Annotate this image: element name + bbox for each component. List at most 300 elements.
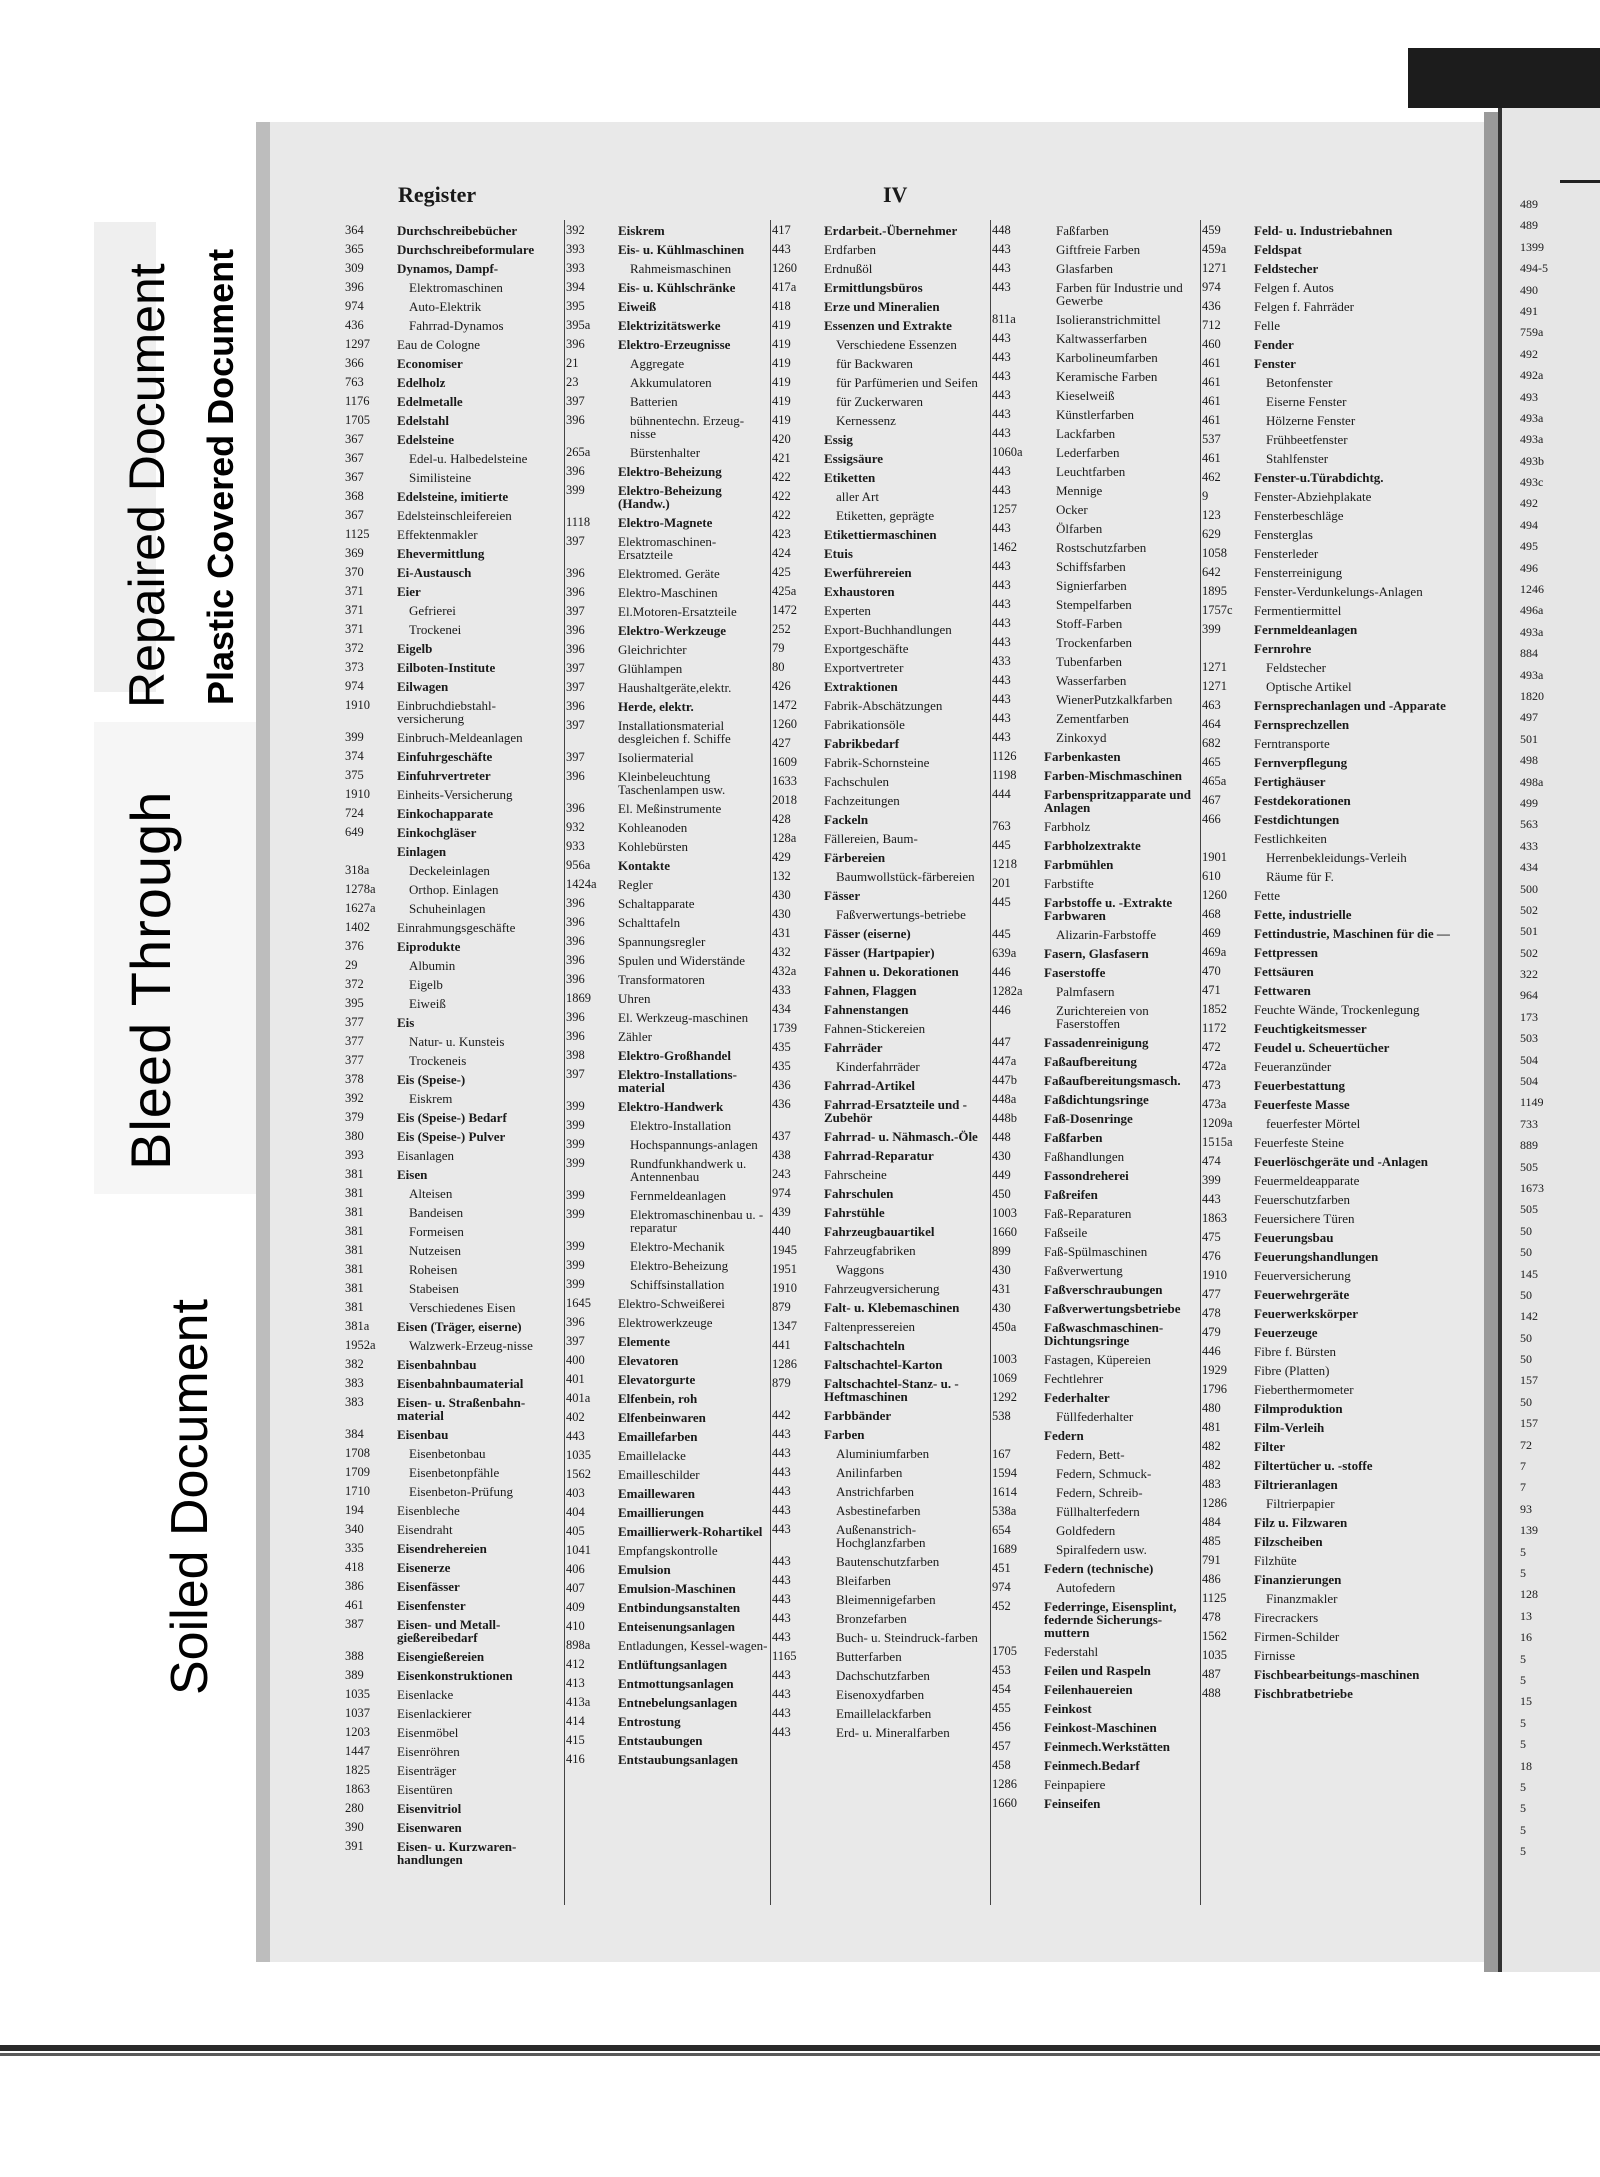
entry-label: Firmen-Schilder (1254, 1629, 1340, 1644)
entry-label: Fässer (824, 888, 861, 903)
entry-label: Eiweiß (618, 299, 657, 314)
entry-label: Spannungsregler (618, 934, 706, 949)
register-entry (1202, 794, 1484, 807)
entry-number: 464 (1202, 717, 1221, 731)
entry-label: Eilboten-Institute (397, 660, 496, 675)
entry-label: Faßverwertung (1044, 1263, 1123, 1278)
entry-label: Farbmühlen (1044, 857, 1114, 872)
entry-label: Edelholz (397, 375, 446, 390)
entry-label: Keramische Farben (1056, 369, 1158, 384)
facing-entry-number: 157 (1520, 1416, 1538, 1431)
entry-number: 444 (992, 787, 1011, 801)
entry-number: 483 (1202, 1477, 1221, 1491)
entry-number: 443 (992, 350, 1011, 364)
entry-label: Eisengießereien (397, 1649, 485, 1664)
register-entry (566, 973, 770, 986)
entry-label: Farbenspritzapparate und Anlagen (1044, 787, 1191, 815)
entry-number: 654 (992, 1523, 1011, 1537)
entry-number: 383 (345, 1376, 364, 1390)
entry-label: Eiweiß (409, 996, 446, 1011)
entry-label: Elektro-Erzeugnisse (618, 337, 731, 352)
register-entry (992, 1448, 1200, 1461)
facing-entry-number: 5 (1520, 1822, 1526, 1837)
register-entry (1202, 1212, 1484, 1225)
register-entry (345, 769, 560, 782)
register-entry (1202, 1174, 1484, 1187)
entry-label: Fernsprechzellen (1254, 717, 1350, 732)
register-entry (772, 262, 988, 275)
entry-number: 396 (566, 585, 585, 599)
entry-label: Eisenbetonbau (409, 1446, 486, 1461)
register-entry (1202, 528, 1484, 541)
entry-number: 1069 (992, 1371, 1017, 1385)
register-entry (345, 547, 560, 560)
entry-label: Eisenbau (397, 1427, 449, 1442)
entry-number: 649 (345, 825, 364, 839)
register-entry (772, 1098, 988, 1124)
entry-label: Eisenfenster (397, 1598, 466, 1613)
entry-label: Filtertücher u. -stoffe (1254, 1458, 1373, 1473)
entry-number: 463 (1202, 698, 1221, 712)
facing-entry-number: 495 (1520, 539, 1538, 554)
register-entry (566, 1208, 770, 1234)
entry-number: 459a (1202, 242, 1227, 256)
facing-entry-number: 563 (1520, 817, 1538, 832)
entry-number: 432 (772, 945, 791, 959)
entry-number: 448 (992, 1130, 1011, 1144)
entry-number: 461 (1202, 356, 1221, 370)
entry-number: 639a (992, 946, 1017, 960)
entry-number: 468 (1202, 907, 1221, 921)
entry-number: 443 (772, 1592, 791, 1606)
entry-label: Eisen- und Metall-gießereibedarf (397, 1617, 501, 1645)
entry-label: Eilwagen (397, 679, 449, 694)
facing-page-column (1520, 198, 1600, 1866)
entry-label: Feuchte Wände, Trockenlegung (1254, 1002, 1420, 1017)
entry-label: Schuheinlagen (409, 901, 486, 916)
entry-label: Glühlampen (618, 661, 683, 676)
register-entry (772, 1225, 988, 1238)
entry-number: 405 (566, 1524, 585, 1538)
entry-number: 419 (772, 413, 791, 427)
entry-number: 473 (1202, 1078, 1221, 1092)
entry-label: Feuerungshandlungen (1254, 1249, 1379, 1264)
entry-number: 974 (1202, 280, 1221, 294)
register-entry (992, 1467, 1200, 1480)
register-entry (566, 1316, 770, 1329)
facing-entry-number: 494 (1520, 517, 1538, 532)
register-entry (772, 1707, 988, 1720)
facing-entry-number: 496 (1520, 560, 1538, 575)
entry-number: 1203 (345, 1725, 370, 1739)
entry-label: Emaillierwerk-Rohartikel (618, 1524, 763, 1539)
entry-number: 443 (992, 388, 1011, 402)
entry-number: 430 (772, 888, 791, 902)
entry-number: 1003 (992, 1352, 1017, 1366)
register-entry (1202, 1003, 1484, 1016)
entry-number: 443 (772, 242, 791, 256)
entry-label: für Zuckerwaren (836, 394, 923, 409)
register-entry (772, 908, 988, 921)
register-entry (566, 1297, 770, 1310)
register-entry (772, 1377, 988, 1403)
entry-label: Feilenhauereien (1044, 1682, 1133, 1697)
entry-number: 1709 (345, 1465, 370, 1479)
entry-label: Erdarbeit.-Übernehmer (824, 223, 958, 238)
entry-label: Eisen- u. Straßenbahn-material (397, 1395, 526, 1423)
entry-number: 365 (345, 242, 364, 256)
entry-number: 400 (566, 1353, 585, 1367)
register-entry (345, 750, 560, 763)
entry-label: Feueranzünder (1254, 1059, 1332, 1074)
entry-number: 1660 (992, 1225, 1017, 1239)
entry-label: Walzwerk-Erzeug-nisse (409, 1338, 533, 1353)
register-entry (566, 1525, 770, 1538)
entry-label: Lackfarben (1056, 426, 1116, 441)
entry-label: Elfenbeinwaren (618, 1410, 706, 1425)
register-entry (992, 1169, 1200, 1182)
entry-label: Falt- u. Klebemaschinen (824, 1300, 960, 1315)
register-entry (772, 528, 988, 541)
entry-label: Fahnen, Flaggen (824, 983, 917, 998)
entry-label: Stempelfarben (1056, 597, 1132, 612)
entry-number: 1929 (1202, 1363, 1227, 1377)
entry-label: Eis (Speise-) Pulver (397, 1129, 506, 1144)
entry-number: 23 (566, 375, 579, 389)
entry-number: 419 (772, 318, 791, 332)
register-entry (345, 642, 560, 655)
entry-label: Essenzen und Extrakte (824, 318, 952, 333)
register-entry (992, 1353, 1200, 1366)
register-entry (345, 1263, 560, 1276)
register-entry (772, 794, 988, 807)
entry-label: Fahrrad-Ersatzteile und -Zubehör (824, 1097, 967, 1125)
entry-label: Filtrierpapier (1266, 1496, 1335, 1511)
register-entry (772, 243, 988, 256)
entry-label: Ocker (1056, 502, 1088, 517)
entry-label: Farbbänder (824, 1408, 892, 1423)
register-entry (566, 662, 770, 675)
entry-number: 1710 (345, 1484, 370, 1498)
entry-label: Farbenkasten (1044, 749, 1121, 764)
entry-label: Fermentiermittel (1254, 603, 1342, 618)
entry-number: 416 (566, 1752, 585, 1766)
entry-number: 445 (992, 927, 1011, 941)
register-entry (992, 858, 1200, 871)
entry-number: 406 (566, 1562, 585, 1576)
facing-entry-number: 1673 (1520, 1180, 1544, 1195)
register-entry (772, 471, 988, 484)
entry-label: Haushaltgeräte,elektr. (618, 680, 732, 695)
entry-label: Faßverwertungs-betriebe (836, 907, 966, 922)
entry-number: 1292 (992, 1390, 1017, 1404)
entry-number: 425a (772, 584, 797, 598)
entry-number: 488 (1202, 1686, 1221, 1700)
entry-number: 1260 (772, 717, 797, 731)
register-entry (566, 1157, 770, 1183)
entry-label: Filtrieranlagen (1254, 1477, 1338, 1492)
entry-label: Kleinbeleuchtung Taschenlampen usw. (618, 769, 726, 797)
entry-label: Gleichrichter (618, 642, 687, 657)
register-entry (345, 1377, 560, 1390)
entry-label: Extraktionen (824, 679, 898, 694)
register-entry (772, 1650, 988, 1663)
entry-number: 426 (772, 679, 791, 693)
entry-label: Federn, Schreib- (1056, 1485, 1143, 1500)
entry-label: Eisenoxydfarben (836, 1687, 925, 1702)
facing-entry-number: 492 (1520, 346, 1538, 361)
register-entry (1202, 946, 1484, 959)
entry-number: 376 (345, 939, 364, 953)
entry-label: Giftfreie Farben (1056, 242, 1141, 257)
entry-number: 381 (345, 1167, 364, 1181)
entry-number: 1125 (345, 527, 370, 541)
entry-label: Trockenei (409, 622, 462, 637)
entry-label: Deckeleinlagen (409, 863, 490, 878)
facing-entry-number: 139 (1520, 1523, 1538, 1538)
facing-entry-number: 884 (1520, 646, 1538, 661)
register-entry (566, 1189, 770, 1202)
bottom-dark-band (0, 2045, 1600, 2051)
entry-number: 396 (345, 280, 364, 294)
entry-number: 399 (566, 1099, 585, 1113)
entry-label: Faßhandlungen (1044, 1149, 1125, 1164)
entry-label: Elektro-Mechanik (630, 1239, 725, 1254)
entry-label: Eisen (397, 1167, 428, 1182)
entry-number: 1705 (992, 1644, 1017, 1658)
entry-number: 452 (992, 1599, 1011, 1613)
register-entry (992, 1429, 1200, 1442)
register-entry (345, 338, 560, 351)
entry-label: Eis- u. Kühlschränke (618, 280, 736, 295)
entry-number: 401a (566, 1391, 591, 1405)
register-entry (1202, 1478, 1484, 1491)
entry-number: 974 (992, 1580, 1011, 1594)
entry-number: 435 (772, 1040, 791, 1054)
register-entry (992, 598, 1200, 611)
facing-entry-number: 128 (1520, 1587, 1538, 1602)
register-entry (992, 788, 1200, 814)
entry-number: 1260 (772, 261, 797, 275)
register-entry (772, 1206, 988, 1219)
register-entry (772, 756, 988, 769)
register-entry (992, 1721, 1200, 1734)
entry-number: 447 (992, 1035, 1011, 1049)
entry-label: Fettpressen (1254, 945, 1319, 960)
register-entry (1202, 718, 1484, 731)
entry-label: bühnentechn. Erzeug-nisse (630, 413, 745, 441)
register-entry (772, 661, 988, 674)
entry-label: Farben (824, 1427, 865, 1442)
register-entry (345, 509, 560, 522)
entry-number: 1852 (1202, 1002, 1227, 1016)
register-entry (772, 300, 988, 313)
entry-label: Kinderfahrräder (836, 1059, 920, 1074)
entry-label: Einkochgläser (397, 825, 477, 840)
entry-number: 1609 (772, 755, 797, 769)
register-entry (1202, 300, 1484, 313)
register-entry (772, 1263, 988, 1276)
entry-number: 437 (772, 1129, 791, 1143)
entry-number: 436 (1202, 299, 1221, 313)
register-entry (1202, 1326, 1484, 1339)
entry-number: 443 (772, 1465, 791, 1479)
register-entry (772, 490, 988, 503)
entry-number: 391 (345, 1839, 364, 1853)
register-entry (1202, 1288, 1484, 1301)
register-entry (1202, 319, 1484, 332)
entry-number: 410 (566, 1619, 585, 1633)
entry-label: Faltschachtel-Stanz- u. -Heftmaschinen (824, 1376, 959, 1404)
column-divider (770, 220, 771, 1905)
register-entry (1202, 1136, 1484, 1149)
register-entry (772, 357, 988, 370)
entry-number: 442 (772, 1408, 791, 1422)
entry-number: 462 (1202, 470, 1221, 484)
entry-number: 1796 (1202, 1382, 1227, 1396)
entry-number: 396 (566, 769, 585, 783)
entry-label: Farbstifte (1044, 876, 1094, 891)
register-entry (772, 832, 988, 845)
entry-label: Eisendraht (397, 1522, 453, 1537)
entry-number: 399 (1202, 622, 1221, 636)
register-entry (345, 490, 560, 503)
entry-label: feuerfester Mörtel (1266, 1116, 1361, 1131)
entry-label: Fasern, Glasfasern (1044, 946, 1149, 961)
register-entry (772, 965, 988, 978)
entry-label: Feinkost (1044, 1701, 1092, 1716)
register-entry (1202, 1440, 1484, 1453)
entry-number: 1739 (772, 1021, 797, 1035)
entry-label: Alizarin-Farbstoffe (1056, 927, 1157, 942)
entry-number: 1278a (345, 882, 376, 896)
register-entry (1202, 851, 1484, 864)
entry-label: Spulen und Widerstände (618, 953, 746, 968)
entry-number: 29 (345, 958, 358, 972)
register-entry (566, 878, 770, 891)
entry-label: Fahrstühle (824, 1205, 885, 1220)
entry-number: 467 (1202, 793, 1221, 807)
entry-number: 399 (566, 1207, 585, 1221)
entry-label: Bandeisen (409, 1205, 464, 1220)
entry-label: Feuerschutzfarben (1254, 1192, 1351, 1207)
entry-number: 80 (772, 660, 785, 674)
register-entry (1202, 224, 1484, 237)
register-entry (566, 357, 770, 370)
entry-label: Trockeneis (409, 1053, 467, 1068)
entry-label: Etiketten (824, 470, 876, 485)
facing-page-edge (1498, 108, 1502, 1972)
register-entry (345, 699, 560, 725)
entry-label: Entladungen, Kessel-wagen- (618, 1638, 768, 1653)
register-column-2 (566, 224, 770, 1772)
register-entry (566, 681, 770, 694)
entry-label: Eisenbahnbau (397, 1357, 477, 1372)
entry-label: Nutzeisen (409, 1243, 461, 1258)
register-entry (992, 655, 1200, 668)
facing-entry-number: 492 (1520, 496, 1538, 511)
entry-label: Einbruchdiebstahl-versicherung (397, 698, 496, 726)
register-entry (772, 642, 988, 655)
entry-label: aller Art (836, 489, 879, 504)
register-entry (345, 940, 560, 953)
entry-number: 1060a (992, 445, 1023, 459)
register-entry (1202, 1554, 1484, 1567)
entry-label: Federringe, Eisensplint, federnde Sicherungs-muttern (1044, 1599, 1177, 1640)
register-entry (345, 826, 560, 839)
register-entry (1202, 1155, 1484, 1168)
entry-number: 974 (345, 679, 364, 693)
entry-number: 443 (772, 1484, 791, 1498)
entry-label: Schiffsinstallation (630, 1277, 725, 1292)
entry-number: 448b (992, 1111, 1017, 1125)
register-entry (345, 1225, 560, 1238)
entry-number: 1271 (1202, 679, 1227, 693)
entry-label: Ei-Austausch (397, 565, 472, 580)
entry-number: 486 (1202, 1572, 1221, 1586)
entry-label: Fackeln (824, 812, 869, 827)
entry-number: 396 (566, 699, 585, 713)
register-entry (566, 1411, 770, 1424)
register-entry (566, 319, 770, 332)
register-entry (992, 1702, 1200, 1715)
entry-number: 397 (566, 604, 585, 618)
entry-label: Fenster-u.Türabdichtg. (1254, 470, 1384, 485)
entry-number: 1118 (566, 515, 591, 529)
register-entry (566, 243, 770, 256)
entry-number: 461 (1202, 451, 1221, 465)
entry-label: Schaltapparate (618, 896, 695, 911)
column-divider (564, 220, 565, 1905)
entry-label: Elektro-Maschinen (618, 585, 718, 600)
register-entry (345, 1580, 560, 1593)
facing-entry-number: 759a (1520, 325, 1544, 340)
register-entry (772, 1282, 988, 1295)
entry-label: Wasserfarben (1056, 673, 1127, 688)
entry-number: 412 (566, 1657, 585, 1671)
entry-label: Eis (Speise-) Bedarf (397, 1110, 507, 1125)
facing-entry-number: 157 (1520, 1373, 1538, 1388)
entry-number: 469a (1202, 945, 1227, 959)
register-entry (345, 978, 560, 991)
register-entry (345, 414, 560, 427)
entry-label: Eis (397, 1015, 415, 1030)
register-entry (345, 1447, 560, 1460)
entry-label: Kohleanoden (618, 820, 688, 835)
entry-number: 1705 (345, 413, 370, 427)
entry-number: 399 (566, 1277, 585, 1291)
register-entry (992, 1740, 1200, 1753)
entry-label: Fastagen, Küpereien (1044, 1352, 1151, 1367)
register-entry (1202, 661, 1484, 674)
facing-entry-number: 7 (1520, 1480, 1526, 1495)
register-entry (1202, 262, 1484, 275)
register-entry (992, 262, 1200, 275)
entry-label: Edel-u. Halbedelsteine (409, 451, 528, 466)
register-entry (566, 624, 770, 637)
entry-number: 436 (345, 318, 364, 332)
entry-label: Füllhalterfedern (1056, 1504, 1140, 1519)
label-soiled-document: Soiled Document (161, 1299, 219, 1695)
register-entry (345, 1035, 560, 1048)
register-entry (566, 465, 770, 478)
register-entry (772, 395, 988, 408)
entry-label: Erd- u. Mineralfarben (836, 1725, 950, 1740)
register-entry (772, 1187, 988, 1200)
entry-label: El. Werkzeug-maschinen (618, 1010, 749, 1025)
entry-number: 399 (566, 1118, 585, 1132)
register-entry (566, 1354, 770, 1367)
